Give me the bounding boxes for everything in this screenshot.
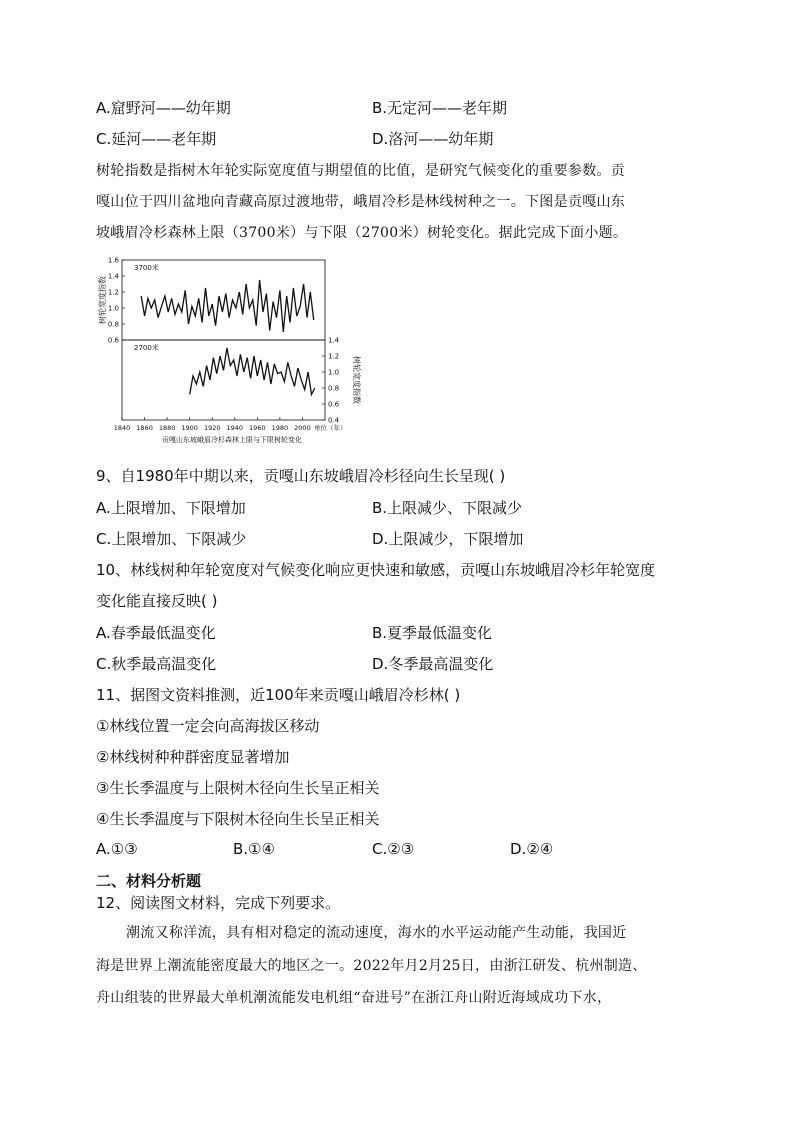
lower-y-tick-label: 1.2 xyxy=(328,352,340,361)
q10-option-b: B.夏季最低温变化 xyxy=(372,624,493,642)
q11-statement-2: ②林线树种种群密度显著增加 xyxy=(96,748,290,766)
x-axis-unit: 单位（年） xyxy=(314,424,347,432)
q10-option-a: A.春季最低温变化 xyxy=(96,624,216,642)
upper-y-tick-label: 1.2 xyxy=(107,288,119,297)
upper-y-tick-label: 1.4 xyxy=(107,272,119,281)
lower-y-tick-label: 0.6 xyxy=(328,400,340,409)
section-2-heading: 二、材料分析题 xyxy=(96,872,202,890)
upper-series-line xyxy=(141,280,314,332)
upper-y-tick-label: 1.0 xyxy=(107,304,119,313)
x-tick-label: 1920 xyxy=(203,424,221,432)
q11-statement-1: ①林线位置一定会向高海拔区移动 xyxy=(96,717,320,735)
x-tick-label: 1960 xyxy=(249,424,266,432)
intro-line-3: 坡峨眉冷杉森林上限（3700米）与下限（2700米）树轮变化。据此完成下面小题。 xyxy=(96,225,628,241)
x-tick-label: 1840 xyxy=(113,424,131,432)
upper-y-tick-label: 0.6 xyxy=(107,336,119,345)
lower-panel-label: 2700米 xyxy=(134,344,159,352)
q11-option-c: C.②③ xyxy=(372,840,415,858)
q8-option-c: C.延河——老年期 xyxy=(96,130,217,148)
q11-option-d: D.②④ xyxy=(510,840,554,858)
x-tick-label: 2000 xyxy=(294,424,311,432)
q8-option-a: A.窟野河——幼年期 xyxy=(96,99,231,117)
q12-material-line-2: 海是世界上潮流能密度最大的地区之一。2022年月2月25日，由浙江研发、杭州制造、 xyxy=(96,958,647,974)
q10-option-d: D.冬季最高温变化 xyxy=(372,655,494,673)
lower-y-tick-label: 1.4 xyxy=(328,336,340,345)
q9-option-c: C.上限增加、下限减少 xyxy=(96,530,247,548)
lower-y-tick-label: 1.0 xyxy=(328,368,340,377)
q10-stem-line-2: 变化能直接反映( ) xyxy=(96,592,218,610)
q9-stem: 9、自1980年中期以来，贡嘎山东坡峨眉冷杉径向生长呈现( ) xyxy=(96,467,506,485)
lower-y-axis-label: 树轮宽度指数 xyxy=(352,356,361,404)
x-tick-label: 1880 xyxy=(158,424,176,432)
x-tick-label: 1980 xyxy=(271,424,289,432)
q9-option-a: A.上限增加、下限增加 xyxy=(96,499,246,517)
x-tick-label: 1860 xyxy=(136,424,153,432)
upper-y-tick-label: 0.8 xyxy=(107,320,119,329)
q12-stem: 12、阅读图文材料，完成下列要求。 xyxy=(96,894,341,912)
x-tick-label: 1940 xyxy=(226,424,244,432)
chart-caption: 贡嘎山东坡峨眉冷杉森林上限与下限树轮变化 xyxy=(162,436,302,444)
upper-panel-label: 3700米 xyxy=(134,264,159,272)
lower-y-tick-label: 0.8 xyxy=(328,384,340,393)
upper-y-tick-label: 1.6 xyxy=(107,256,119,265)
q12-material-line-1: 潮流又称洋流，具有相对稳定的流动速度，海水的水平运动能产生动能，我国近 xyxy=(126,925,627,941)
q11-statement-4: ④生长季温度与下限树木径向生长呈正相关 xyxy=(96,810,380,828)
q10-option-c: C.秋季最高温变化 xyxy=(96,655,217,673)
tree-ring-chart xyxy=(92,252,372,448)
q9-option-b: B.上限减少、下限减少 xyxy=(372,499,523,517)
upper-y-axis-label: 树轮宽度指数 xyxy=(98,276,107,324)
q11-statement-3: ③生长季温度与上限树木径向生长呈正相关 xyxy=(96,779,380,797)
q11-option-a: A.①③ xyxy=(96,840,138,858)
q10-stem-line-1: 10、林线树种年轮宽度对气候变化响应更快速和敏感，贡嘎山东坡峨眉冷杉年轮宽度 xyxy=(96,561,656,579)
intro-line-1: 树轮指数是指树木年轮实际宽度值与期望值的比值，是研究气候变化的重要参数。贡 xyxy=(96,163,626,179)
intro-line-2: 嘎山位于四川盆地向青藏高原过渡地带，峨眉冷杉是林线树种之一。下图是贡嘎山东 xyxy=(96,194,626,210)
q8-option-d: D.洛河——幼年期 xyxy=(372,130,494,148)
q9-option-d: D.上限减少，下限增加 xyxy=(372,530,524,548)
q12-material-line-3: 舟山组装的世界最大单机潮流能发电机组“奋进号”在浙江舟山附近海域成功下水， xyxy=(96,990,612,1006)
q11-option-b: B.①④ xyxy=(233,840,275,858)
q11-stem: 11、据图文资料推测，近100年来贡嘎山峨眉冷杉林( ) xyxy=(96,686,461,704)
q8-option-b: B.无定河——老年期 xyxy=(372,99,508,117)
lower-panel-frame xyxy=(122,340,325,420)
lower-y-tick-label: 0.4 xyxy=(328,416,340,425)
x-tick-label: 1900 xyxy=(181,424,198,432)
lower-series-line xyxy=(190,348,315,394)
